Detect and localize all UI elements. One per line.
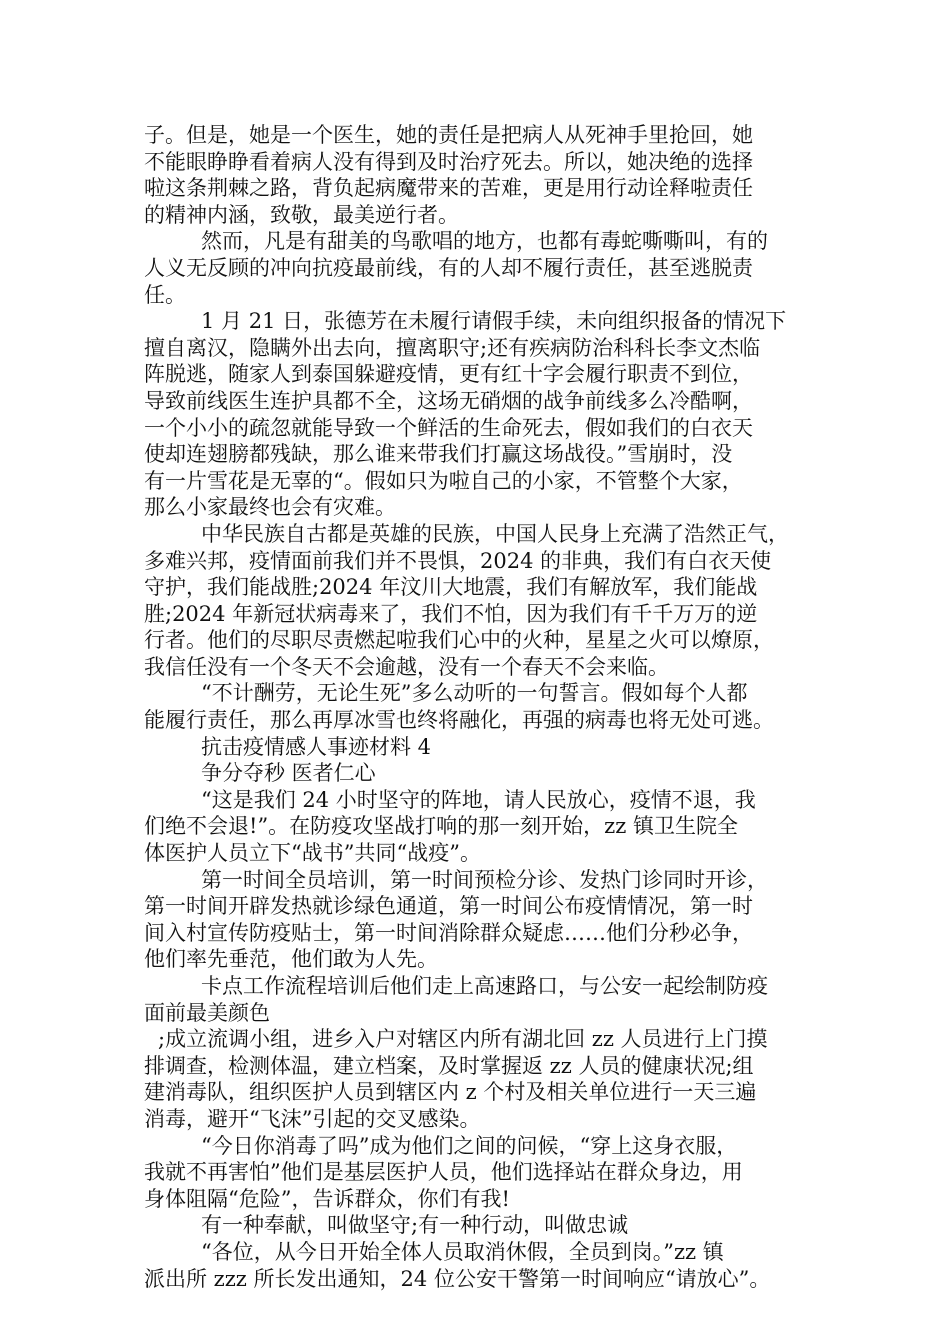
text-line: 1 月 21 日，张德芳在未履行请假手续，未向组织报备的情况下 [201, 309, 787, 334]
text-line: 抗击疫情感人事迹材料 4 [201, 734, 432, 759]
document-page [144, 122, 808, 1292]
text-line: 体医护人员立下“战书”共同“战疫”。 [144, 841, 481, 866]
text-line: 派出所 zzz 所长发出通知，24 位公安干警第一时间响应“请放心”。 [144, 1266, 771, 1291]
text-line: 我就不再害怕”他们是基层医护人员，他们选择站在群众身边，用 [144, 1160, 743, 1185]
text-line: “今日你消毒了吗”成为他们之间的问候，“穿上这身衣服， [201, 1133, 738, 1158]
text-line: “不计酬劳，无论生死”多么动听的一句誓言。假如每个人都 [201, 681, 748, 706]
text-line: 阵脱逃，随家人到泰国躲避疫情，更有红十字会履行职责不到位， [144, 362, 753, 387]
text-line: “这是我们 24 小时坚守的阵地，请人民放心，疫情不退，我 [201, 787, 756, 812]
text-line: 建消毒队，组织医护人员到辖区内 z 个村及相关单位进行一天三遍 [144, 1080, 757, 1105]
text-line: 的精神内涵，致敬，最美逆行者。 [144, 202, 459, 227]
text-line: 行者。他们的尽职尽责燃起啦我们心中的火种，星星之火可以燎原， [144, 628, 774, 653]
text-line: 然而，凡是有甜美的鸟歌唱的地方，也都有毒蛇嘶嘶叫，有的 [201, 229, 768, 254]
text-line: 能履行责任，那么再厚冰雪也终将融化，再强的病毒也将无处可逃。 [144, 708, 774, 733]
text-line: 有一片雪花是无辜的“。假如只为啦自己的小家，不管整个大家， [144, 468, 743, 493]
text-line: 我信任没有一个冬天不会逾越，没有一个春天不会来临。 [144, 654, 669, 679]
text-line: 啦这条荆棘之路，背负起病魔带来的苦难，更是用行动诠释啦责任 [144, 176, 753, 201]
text-line: 那么小家最终也会有灾难。 [144, 495, 396, 520]
text-line: 他们率先垂范，他们敢为人先。 [144, 947, 438, 972]
text-line: 争分夺秒 医者仁心 [201, 761, 376, 786]
text-line: 第一时间开辟发热就诊绿色通道，第一时间公布疫情情况，第一时 [144, 894, 753, 919]
text-line: 使却连翅膀都残缺，那么谁来带我们打赢这场战役。”雪崩时，没 [144, 442, 733, 467]
text-line: 们绝不会退!”。在防疫攻坚战打响的那一刻开始，zz 镇卫生院全 [144, 814, 738, 839]
text-line: 第一时间全员培训，第一时间预检分诊、发热门诊同时开诊， [201, 867, 768, 892]
text-line: 一个小小的疏忽就能导致一个鲜活的生命死去，假如我们的白衣天 [144, 415, 753, 440]
text-line: 有一种奉献，叫做坚守;有一种行动，叫做忠诚 [201, 1213, 629, 1238]
text-line: 子。但是，她是一个医生，她的责任是把病人从死神手里抢回，她 [144, 123, 753, 147]
text-line: 中华民族自古都是英雄的民族，中国人民身上充满了浩然正气， [201, 521, 789, 546]
text-line: 身体阻隔“危险”，告诉群众，你们有我! [144, 1186, 510, 1211]
text-line: 面前最美颜色 [144, 1000, 270, 1025]
text-line: 消毒，避开“飞沫”引起的交叉感染。 [144, 1106, 481, 1131]
text-line: 间入村宣传防疫贴士，第一时间消除群众疑虑……他们分秒必争， [144, 920, 753, 945]
text-line: 人义无反顾的冲向抗疫最前线，有的人却不履行责任，甚至逃脱责 [144, 255, 753, 280]
text-line: 擅自离汉，隐瞒外出去向，擅离职守;还有疾病防治科科长李文杰临 [144, 335, 761, 360]
text-line: ;成立流调小组，进乡入户对辖区内所有湖北回 zz 人员进行上门摸 [158, 1027, 768, 1052]
text-line: 排调查，检测体温，建立档案，及时掌握返 zz 人员的健康状况;组 [144, 1053, 754, 1078]
text-line: 卡点工作流程培训后他们走上高速路口，与公安一起绘制防疫 [201, 974, 768, 998]
text-line: 任。 [144, 282, 186, 307]
text-line: “各位，从今日开始全体人员取消休假，全员到岗。”zz 镇 [201, 1239, 724, 1264]
text-line: 胜;2024 年新冠状病毒来了，我们不怕，因为我们有千千万万的逆 [144, 601, 758, 626]
text-line: 守护，我们能战胜;2024 年汶川大地震，我们有解放军，我们能战 [144, 575, 758, 600]
text-line: 不能眼睁睁看着病人没有得到及时治疗死去。所以，她决绝的选择 [144, 149, 753, 174]
text-line: 导致前线医生连护具都不全，这场无硝烟的战争前线多么冷酷啊， [144, 388, 753, 413]
text-line: 多难兴邦，疫情面前我们并不畏惧，2024 的非典，我们有白衣天使 [144, 548, 772, 573]
